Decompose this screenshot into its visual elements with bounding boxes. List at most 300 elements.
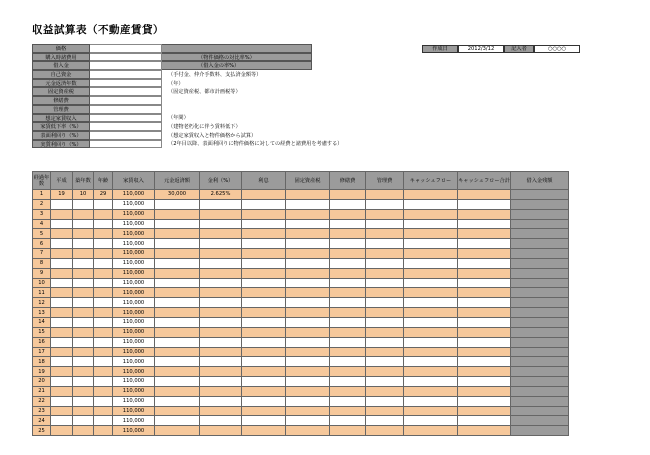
param-value-input[interactable]: [90, 87, 162, 96]
table-cell[interactable]: [73, 327, 94, 337]
table-cell[interactable]: [200, 239, 242, 249]
table-cell[interactable]: [155, 396, 200, 406]
table-cell[interactable]: [404, 298, 458, 308]
table-cell[interactable]: [73, 396, 94, 406]
table-cell[interactable]: [242, 367, 286, 377]
table-cell[interactable]: [511, 377, 569, 387]
table-cell[interactable]: [511, 219, 569, 229]
author-field[interactable]: ○○○○: [534, 45, 580, 53]
table-cell[interactable]: [242, 258, 286, 268]
table-cell[interactable]: 110,000: [113, 278, 155, 288]
table-cell[interactable]: [404, 288, 458, 298]
table-cell[interactable]: [155, 239, 200, 249]
table-cell[interactable]: 110,000: [113, 347, 155, 357]
table-cell[interactable]: [242, 190, 286, 200]
table-cell[interactable]: [94, 367, 113, 377]
table-cell[interactable]: [73, 219, 94, 229]
table-cell[interactable]: 110,000: [113, 199, 155, 209]
table-cell[interactable]: [458, 337, 511, 347]
table-cell[interactable]: [511, 190, 569, 200]
table-cell[interactable]: [366, 219, 404, 229]
table-cell[interactable]: [94, 258, 113, 268]
table-cell[interactable]: [366, 209, 404, 219]
table-cell[interactable]: [404, 377, 458, 387]
table-cell[interactable]: [458, 229, 511, 239]
table-cell[interactable]: [404, 386, 458, 396]
table-cell[interactable]: [286, 308, 330, 318]
table-cell[interactable]: [404, 317, 458, 327]
table-cell[interactable]: [511, 396, 569, 406]
table-cell[interactable]: [286, 317, 330, 327]
table-cell[interactable]: [242, 209, 286, 219]
table-cell[interactable]: [200, 209, 242, 219]
table-cell[interactable]: [51, 367, 73, 377]
table-cell[interactable]: [200, 219, 242, 229]
table-cell[interactable]: [73, 377, 94, 387]
table-cell[interactable]: [330, 209, 366, 219]
table-cell[interactable]: [458, 190, 511, 200]
table-cell[interactable]: [330, 258, 366, 268]
table-cell[interactable]: [458, 377, 511, 387]
table-cell[interactable]: [458, 396, 511, 406]
table-cell[interactable]: [404, 416, 458, 426]
table-cell[interactable]: [51, 406, 73, 416]
table-cell[interactable]: [200, 367, 242, 377]
table-cell[interactable]: [511, 327, 569, 337]
table-cell[interactable]: [94, 396, 113, 406]
param-value-input[interactable]: [90, 131, 162, 140]
table-cell[interactable]: [286, 426, 330, 436]
table-cell[interactable]: [200, 416, 242, 426]
table-cell[interactable]: [366, 386, 404, 396]
table-cell[interactable]: [242, 426, 286, 436]
table-cell[interactable]: [404, 426, 458, 436]
table-cell[interactable]: [404, 229, 458, 239]
param-value-input[interactable]: [90, 122, 162, 131]
table-cell[interactable]: [200, 347, 242, 357]
table-cell[interactable]: [330, 367, 366, 377]
table-cell[interactable]: [366, 406, 404, 416]
table-cell[interactable]: [366, 327, 404, 337]
table-cell[interactable]: [286, 190, 330, 200]
table-cell[interactable]: [286, 229, 330, 239]
table-cell[interactable]: [366, 239, 404, 249]
param-value-input[interactable]: [90, 44, 162, 53]
table-cell[interactable]: [94, 337, 113, 347]
table-cell[interactable]: [404, 249, 458, 259]
table-cell[interactable]: [286, 337, 330, 347]
table-cell[interactable]: 110,000: [113, 327, 155, 337]
table-cell[interactable]: [155, 268, 200, 278]
created-date[interactable]: 2012/3/12: [458, 45, 504, 53]
table-cell[interactable]: [330, 229, 366, 239]
table-cell[interactable]: [242, 288, 286, 298]
table-cell[interactable]: [458, 347, 511, 357]
table-cell[interactable]: [511, 308, 569, 318]
table-cell[interactable]: [155, 258, 200, 268]
table-cell[interactable]: [51, 288, 73, 298]
table-cell[interactable]: [51, 219, 73, 229]
table-cell[interactable]: [366, 357, 404, 367]
table-cell[interactable]: [94, 249, 113, 259]
table-cell[interactable]: [200, 327, 242, 337]
table-cell[interactable]: [458, 367, 511, 377]
table-cell[interactable]: [200, 258, 242, 268]
table-cell[interactable]: [155, 337, 200, 347]
table-cell[interactable]: [94, 239, 113, 249]
table-cell[interactable]: [286, 347, 330, 357]
table-cell[interactable]: [366, 229, 404, 239]
table-cell[interactable]: [200, 308, 242, 318]
table-cell[interactable]: [404, 278, 458, 288]
table-cell[interactable]: [51, 268, 73, 278]
table-cell[interactable]: [155, 426, 200, 436]
table-cell[interactable]: [458, 209, 511, 219]
table-cell[interactable]: [458, 386, 511, 396]
table-cell[interactable]: [155, 367, 200, 377]
table-cell[interactable]: [73, 357, 94, 367]
table-cell[interactable]: [242, 229, 286, 239]
table-cell[interactable]: [286, 278, 330, 288]
table-cell[interactable]: [511, 199, 569, 209]
table-cell[interactable]: [330, 337, 366, 347]
table-cell[interactable]: [404, 190, 458, 200]
table-cell[interactable]: [73, 258, 94, 268]
table-cell[interactable]: [155, 357, 200, 367]
table-cell[interactable]: [155, 347, 200, 357]
table-cell[interactable]: [200, 426, 242, 436]
table-cell[interactable]: [458, 219, 511, 229]
table-cell[interactable]: [242, 219, 286, 229]
table-cell[interactable]: [51, 308, 73, 318]
table-cell[interactable]: [511, 357, 569, 367]
table-cell[interactable]: [458, 308, 511, 318]
table-cell[interactable]: [404, 199, 458, 209]
table-cell[interactable]: [94, 416, 113, 426]
table-cell[interactable]: [458, 258, 511, 268]
table-cell[interactable]: [155, 308, 200, 318]
table-cell[interactable]: 110,000: [113, 258, 155, 268]
table-cell[interactable]: [366, 367, 404, 377]
table-cell[interactable]: [330, 249, 366, 259]
table-cell[interactable]: [404, 347, 458, 357]
table-cell[interactable]: [155, 327, 200, 337]
table-cell[interactable]: [404, 209, 458, 219]
table-cell[interactable]: [366, 347, 404, 357]
table-cell[interactable]: [286, 298, 330, 308]
table-cell[interactable]: [51, 249, 73, 259]
table-cell[interactable]: 110,000: [113, 209, 155, 219]
table-cell[interactable]: [200, 298, 242, 308]
table-cell[interactable]: [51, 386, 73, 396]
param-value-input[interactable]: [90, 140, 162, 149]
table-cell[interactable]: [242, 239, 286, 249]
table-cell[interactable]: [458, 406, 511, 416]
table-cell[interactable]: 110,000: [113, 288, 155, 298]
table-cell[interactable]: [330, 426, 366, 436]
table-cell[interactable]: [458, 288, 511, 298]
table-cell[interactable]: [155, 317, 200, 327]
table-cell[interactable]: [51, 317, 73, 327]
table-cell[interactable]: 110,000: [113, 239, 155, 249]
table-cell[interactable]: [73, 249, 94, 259]
table-cell[interactable]: [73, 347, 94, 357]
table-cell[interactable]: [73, 406, 94, 416]
table-cell[interactable]: [200, 229, 242, 239]
table-cell[interactable]: [51, 357, 73, 367]
table-cell[interactable]: [94, 288, 113, 298]
table-cell[interactable]: [94, 199, 113, 209]
table-cell[interactable]: [242, 337, 286, 347]
table-cell[interactable]: [330, 308, 366, 318]
table-cell[interactable]: [51, 258, 73, 268]
table-cell[interactable]: [73, 229, 94, 239]
table-cell[interactable]: [511, 406, 569, 416]
table-cell[interactable]: [242, 377, 286, 387]
table-cell[interactable]: [366, 337, 404, 347]
table-cell[interactable]: 110,000: [113, 337, 155, 347]
table-cell[interactable]: [51, 416, 73, 426]
table-cell[interactable]: [286, 396, 330, 406]
table-cell[interactable]: [286, 249, 330, 259]
table-cell[interactable]: [242, 249, 286, 259]
table-cell[interactable]: [200, 386, 242, 396]
table-cell[interactable]: [366, 317, 404, 327]
param-value-input[interactable]: [90, 79, 162, 88]
table-cell[interactable]: [511, 239, 569, 249]
table-cell[interactable]: [286, 288, 330, 298]
table-cell[interactable]: [73, 298, 94, 308]
table-cell[interactable]: [511, 209, 569, 219]
table-cell[interactable]: [200, 249, 242, 259]
table-cell[interactable]: [242, 199, 286, 209]
table-cell[interactable]: [94, 406, 113, 416]
table-cell[interactable]: [242, 396, 286, 406]
table-cell[interactable]: [155, 298, 200, 308]
table-cell[interactable]: [94, 308, 113, 318]
table-cell[interactable]: 110,000: [113, 298, 155, 308]
table-cell[interactable]: [366, 416, 404, 426]
table-cell[interactable]: [51, 327, 73, 337]
table-cell[interactable]: [155, 386, 200, 396]
table-cell[interactable]: [155, 416, 200, 426]
table-cell[interactable]: [94, 298, 113, 308]
table-cell[interactable]: [286, 367, 330, 377]
table-cell[interactable]: [73, 278, 94, 288]
table-cell[interactable]: [94, 317, 113, 327]
table-cell[interactable]: [511, 337, 569, 347]
table-cell[interactable]: [73, 317, 94, 327]
table-cell[interactable]: [286, 239, 330, 249]
table-cell[interactable]: [458, 249, 511, 259]
table-cell[interactable]: [155, 249, 200, 259]
table-cell[interactable]: 110,000: [113, 426, 155, 436]
table-cell[interactable]: [366, 190, 404, 200]
table-cell[interactable]: [51, 209, 73, 219]
table-cell[interactable]: 110,000: [113, 357, 155, 367]
table-cell[interactable]: [366, 396, 404, 406]
table-cell[interactable]: 110,000: [113, 190, 155, 200]
table-cell[interactable]: [458, 416, 511, 426]
table-cell[interactable]: [330, 239, 366, 249]
table-cell[interactable]: [286, 209, 330, 219]
table-cell[interactable]: [94, 347, 113, 357]
table-cell[interactable]: [511, 298, 569, 308]
table-cell[interactable]: [242, 298, 286, 308]
table-cell[interactable]: [73, 416, 94, 426]
table-cell[interactable]: [242, 317, 286, 327]
table-cell[interactable]: [200, 377, 242, 387]
table-cell[interactable]: [155, 209, 200, 219]
table-cell[interactable]: [330, 288, 366, 298]
table-cell[interactable]: [330, 377, 366, 387]
table-cell[interactable]: 110,000: [113, 268, 155, 278]
table-cell[interactable]: [330, 219, 366, 229]
table-cell[interactable]: [73, 268, 94, 278]
table-cell[interactable]: [286, 258, 330, 268]
table-cell[interactable]: [458, 426, 511, 436]
table-cell[interactable]: [73, 426, 94, 436]
table-cell[interactable]: [286, 219, 330, 229]
table-cell[interactable]: 110,000: [113, 308, 155, 318]
table-cell[interactable]: 30,000: [155, 190, 200, 200]
table-cell[interactable]: [511, 367, 569, 377]
table-cell[interactable]: 19: [51, 190, 73, 200]
table-cell[interactable]: [458, 317, 511, 327]
table-cell[interactable]: [200, 337, 242, 347]
table-cell[interactable]: [404, 396, 458, 406]
table-cell[interactable]: [155, 377, 200, 387]
table-cell[interactable]: [242, 308, 286, 318]
table-cell[interactable]: [330, 190, 366, 200]
table-cell[interactable]: 110,000: [113, 367, 155, 377]
table-cell[interactable]: [366, 426, 404, 436]
table-cell[interactable]: [73, 288, 94, 298]
table-cell[interactable]: [286, 416, 330, 426]
table-cell[interactable]: [511, 317, 569, 327]
table-cell[interactable]: [330, 327, 366, 337]
table-cell[interactable]: [200, 199, 242, 209]
table-cell[interactable]: [511, 426, 569, 436]
table-cell[interactable]: [366, 377, 404, 387]
table-cell[interactable]: [330, 268, 366, 278]
table-cell[interactable]: [404, 357, 458, 367]
table-cell[interactable]: [404, 268, 458, 278]
table-cell[interactable]: [94, 327, 113, 337]
table-cell[interactable]: [404, 406, 458, 416]
table-cell[interactable]: 110,000: [113, 386, 155, 396]
table-cell[interactable]: [51, 199, 73, 209]
table-cell[interactable]: [458, 298, 511, 308]
table-cell[interactable]: [366, 288, 404, 298]
table-cell[interactable]: [94, 377, 113, 387]
table-cell[interactable]: [366, 278, 404, 288]
table-cell[interactable]: [94, 219, 113, 229]
table-cell[interactable]: [286, 386, 330, 396]
table-cell[interactable]: [51, 426, 73, 436]
table-cell[interactable]: [511, 258, 569, 268]
table-cell[interactable]: [404, 219, 458, 229]
table-cell[interactable]: [330, 278, 366, 288]
table-cell[interactable]: [155, 278, 200, 288]
table-cell[interactable]: [155, 288, 200, 298]
table-cell[interactable]: [73, 337, 94, 347]
table-cell[interactable]: [200, 396, 242, 406]
table-cell[interactable]: [366, 308, 404, 318]
param-value-input[interactable]: [90, 114, 162, 123]
table-cell[interactable]: [155, 199, 200, 209]
table-cell[interactable]: [458, 357, 511, 367]
table-cell[interactable]: [511, 249, 569, 259]
table-cell[interactable]: [51, 377, 73, 387]
table-cell[interactable]: [242, 347, 286, 357]
table-cell[interactable]: [286, 268, 330, 278]
table-cell[interactable]: [458, 199, 511, 209]
table-cell[interactable]: [330, 406, 366, 416]
table-cell[interactable]: [94, 209, 113, 219]
table-cell[interactable]: [404, 258, 458, 268]
table-cell[interactable]: [458, 278, 511, 288]
table-cell[interactable]: [73, 199, 94, 209]
table-cell[interactable]: [404, 327, 458, 337]
table-cell[interactable]: [51, 229, 73, 239]
table-cell[interactable]: [286, 327, 330, 337]
table-cell[interactable]: 110,000: [113, 396, 155, 406]
table-cell[interactable]: [94, 278, 113, 288]
table-cell[interactable]: [511, 416, 569, 426]
table-cell[interactable]: [242, 268, 286, 278]
table-cell[interactable]: 110,000: [113, 229, 155, 239]
table-cell[interactable]: [511, 347, 569, 357]
table-cell[interactable]: [458, 327, 511, 337]
table-cell[interactable]: [155, 219, 200, 229]
table-cell[interactable]: [51, 396, 73, 406]
table-cell[interactable]: [51, 298, 73, 308]
table-cell[interactable]: [94, 426, 113, 436]
table-cell[interactable]: 110,000: [113, 406, 155, 416]
table-cell[interactable]: [458, 268, 511, 278]
table-cell[interactable]: [286, 357, 330, 367]
param-value-input[interactable]: [90, 96, 162, 105]
table-cell[interactable]: [404, 337, 458, 347]
table-cell[interactable]: [51, 239, 73, 249]
table-cell[interactable]: [94, 268, 113, 278]
table-cell[interactable]: [511, 288, 569, 298]
table-cell[interactable]: [366, 268, 404, 278]
table-cell[interactable]: [200, 268, 242, 278]
table-cell[interactable]: [242, 327, 286, 337]
table-cell[interactable]: 110,000: [113, 317, 155, 327]
table-cell[interactable]: [511, 268, 569, 278]
param-value-input[interactable]: [90, 70, 162, 79]
table-cell[interactable]: [286, 377, 330, 387]
table-cell[interactable]: [200, 317, 242, 327]
table-cell[interactable]: [511, 386, 569, 396]
table-cell[interactable]: [366, 199, 404, 209]
table-cell[interactable]: [200, 278, 242, 288]
table-cell[interactable]: 2.625%: [200, 190, 242, 200]
table-cell[interactable]: [366, 249, 404, 259]
table-cell[interactable]: [330, 347, 366, 357]
table-cell[interactable]: [200, 357, 242, 367]
param-value-input[interactable]: [90, 105, 162, 114]
table-cell[interactable]: [511, 229, 569, 239]
table-cell[interactable]: [511, 278, 569, 288]
table-cell[interactable]: [330, 317, 366, 327]
table-cell[interactable]: [404, 239, 458, 249]
table-cell[interactable]: [330, 199, 366, 209]
table-cell[interactable]: [200, 288, 242, 298]
